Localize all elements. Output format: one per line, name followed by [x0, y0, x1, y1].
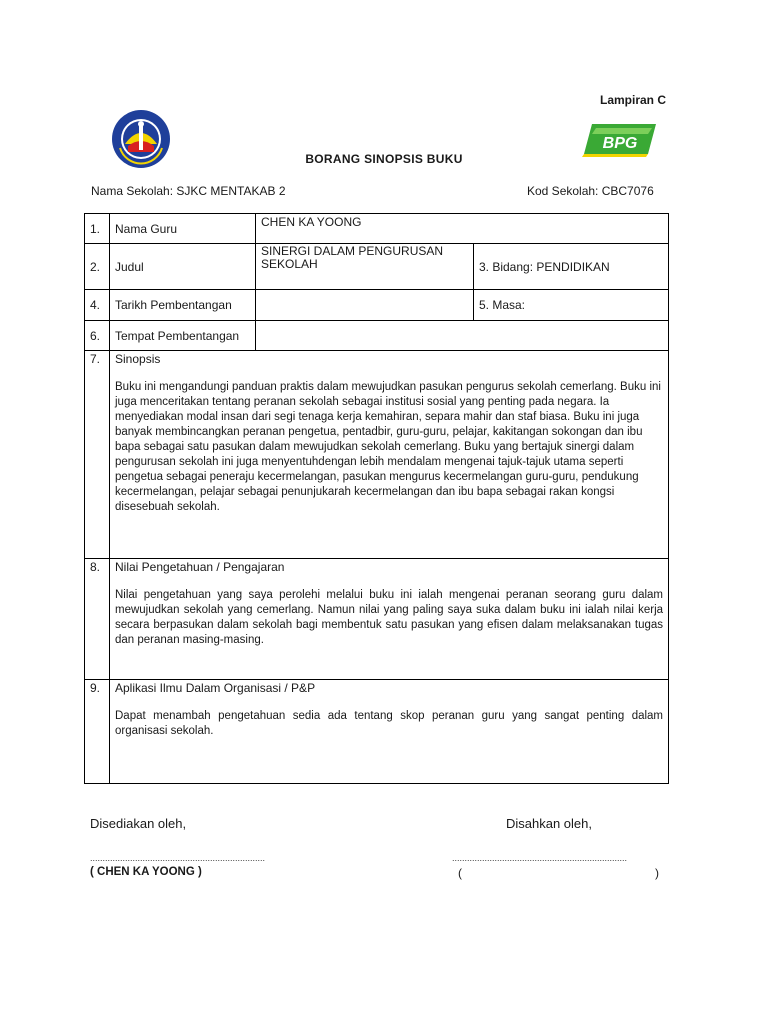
row-presentation-venue — [85, 321, 669, 351]
row-synopsis — [85, 351, 669, 559]
row-number: 1. — [85, 214, 110, 244]
row-teacher-name — [85, 214, 669, 244]
field-value[interactable]: 3. Bidang: PENDIDIKAN — [474, 244, 669, 290]
knowledge-application-text[interactable]: Dapat menambah pengetahuan sedia ada tentang skop peranan guru yang sangat penting dalam organisasi sekolah. — [115, 710, 664, 737]
teacher-name-label: Nama Guru — [110, 214, 256, 244]
row-presentation-date — [85, 290, 669, 321]
row-number: 6. — [85, 321, 110, 351]
school-name: Nama Sekolah: SJKC MENTAKAB 2 — [91, 184, 286, 198]
knowledge-application-label: Aplikasi Ilmu Dalam Organisasi / P&P — [115, 681, 316, 695]
title-label: Judul — [110, 244, 256, 290]
knowledge-application-section — [110, 680, 669, 784]
presentation-venue-label: Tempat Pembentangan — [110, 321, 256, 351]
row-number: 8. — [85, 559, 110, 680]
row-knowledge-application — [85, 680, 669, 784]
prepared-by-label: Disediakan oleh, — [90, 816, 187, 831]
presentation-date-value[interactable] — [256, 290, 474, 321]
row-title — [85, 244, 669, 290]
prepared-by-name: ( CHEN KA YOONG ) — [90, 866, 202, 878]
row-number: 4. — [85, 290, 110, 321]
book-title-value[interactable]: SINERGI DALAM PENGURUSAN SEKOLAH — [256, 244, 474, 290]
approver-name-open-paren: ( — [458, 866, 462, 880]
knowledge-value-section — [110, 559, 669, 680]
synopsis-form-table — [84, 213, 669, 784]
approver-name-close-paren: ) — [655, 866, 659, 880]
synopsis-label: Sinopsis — [115, 352, 161, 366]
appendix-label: Lampiran C — [600, 93, 667, 107]
presentation-venue-value[interactable] — [256, 321, 669, 351]
approved-by-label: Disahkan oleh, — [506, 816, 592, 831]
row-number: 7. — [85, 351, 110, 559]
presentation-date-label: Tarikh Pembentangan — [110, 290, 256, 321]
approved-signature-line[interactable]: ...................................................................... — [452, 853, 628, 863]
row-number: 2. — [85, 244, 110, 290]
knowledge-value-label: Nilai Pengetahuan / Pengajaran — [115, 560, 285, 574]
form-title: BORANG SINOPSIS BUKU — [305, 152, 463, 166]
row-number: 9. — [85, 680, 110, 784]
bpg-logo-text: BPG — [602, 135, 638, 152]
time-field[interactable]: 5. Masa: — [474, 290, 669, 321]
teacher-name-value[interactable]: CHEN KA YOONG — [256, 214, 669, 244]
school-code: Kod Sekolah: CBC7076 — [527, 184, 654, 198]
knowledge-value-text[interactable]: Nilai pengetahuan yang saya perolehi melalui buku ini ialah mengenai peranan seorang guru dalam mewujudkan sekolah yang cemerlang. Namun nilai yang paling saya suka dalam buku ini ialah nilai kerja secara berpasukan dalam sekolah bagi membentuk satu pasukan yang efisen dalam melaksanakan tugas dan peranan masing-masing. — [115, 589, 664, 646]
row-knowledge-value — [85, 559, 669, 680]
synopsis-text[interactable]: Buku ini mengandungi panduan praktis dalam mewujudkan pasukan pengurus sekolah cemerlang. Buku ini juga menceritakan tentang peranan sekolah sebagai institusi sosial yang penting pada negara. Ia menyediakan modal insan dari segi tenaga kerja kemahiran, separa mahir dan staf biasa. Buku ini juga banyak membincangkan peranan pengetua, pentadbir, guru-guru, pelajar, kakitangan sokongan dan ibu bapa sebagai satu pasukan dalam mewujudkan sekolah cemerlang. Buku yang bertajuk sinergi dalam pengurusan sekolah ini juga menyentuhdengan lebih mendalam mengenai tajuk-tajuk utama seperti pengetua sebagai peneraju kecermelangan, pasukan mengurus kecermelangan guru-guru, pendukung kecermelangan, pelajar sebagai penunjukarah kecermelangan dan ibu bapa sebagai rakan kongsi disesebuah sekolah. — [115, 381, 661, 513]
synopsis-section — [110, 351, 669, 559]
prepared-signature-line[interactable]: ...................................................................... — [90, 853, 266, 863]
